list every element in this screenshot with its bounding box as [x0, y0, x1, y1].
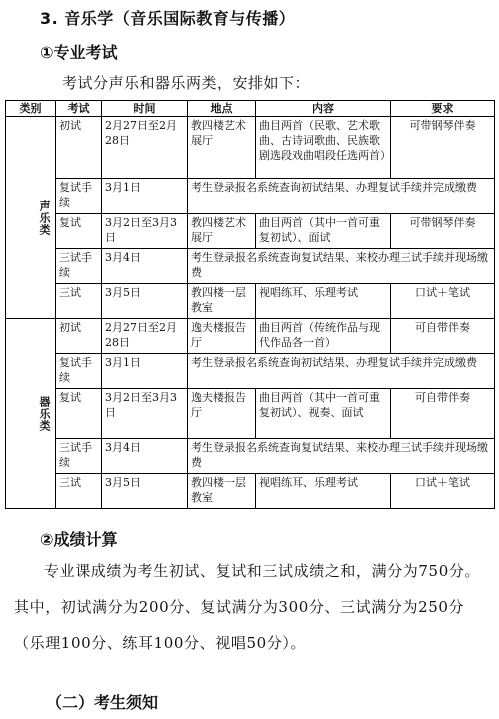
cell-place: 教四楼一层教室: [188, 284, 256, 319]
cell-place: 逸夫楼报告厅: [188, 319, 256, 354]
header-requirement: 要求: [391, 101, 495, 117]
cell-exam: 初试: [56, 319, 102, 354]
table-row: [6, 354, 495, 389]
cell-requirement: 可自带伴奏: [391, 389, 495, 439]
cell-exam: 复试: [56, 214, 102, 249]
cell-requirement: 口试＋笔试: [391, 284, 495, 319]
cell-exam: 三试手续: [56, 249, 102, 284]
table-row: [6, 474, 495, 509]
category-instrumental: 器乐类: [6, 319, 56, 509]
section2-title: （二）考生须知: [46, 693, 159, 712]
cell-content: 曲目两首（其中一首可重复初试）、面试: [256, 214, 391, 249]
category-vocal: 声乐类: [6, 117, 56, 319]
header-content: 内容: [256, 101, 391, 117]
cell-exam: 三试: [56, 474, 102, 509]
subsection-score-title: ②成绩计算: [40, 530, 118, 549]
cell-time: 2月27日至2月28日: [102, 319, 188, 354]
cell-time: 3月4日: [102, 439, 188, 474]
cell-place: 教四楼艺术展厅: [188, 117, 256, 179]
table-row: [6, 319, 495, 354]
cell-exam: 复试手续: [56, 179, 102, 214]
cell-time: 3月5日: [102, 284, 188, 319]
table-header-row: [6, 101, 495, 117]
cell-merged-note: 考生登录报名系统查询复试结果、来校办理三试手续并现场缴费: [188, 249, 495, 284]
cell-time: 2月27日至2月28日: [102, 117, 188, 179]
cell-requirement: 可自带伴奏: [391, 319, 495, 354]
table-row: [6, 249, 495, 284]
header-exam: 考试: [56, 101, 102, 117]
cell-content: 曲目两首（其中一首可重复初试）、视奏、面试: [256, 389, 391, 439]
cell-merged-note: 考生登录报名系统查询初试结果、办理复试手续并完成缴费: [188, 354, 495, 389]
cell-merged-note: 考生登录报名系统查询复试结果、来校办理三试手续并现场缴费: [188, 439, 495, 474]
intro-text: 考试分声乐和器乐两类，安排如下：: [62, 74, 311, 92]
table-row: [6, 284, 495, 319]
cell-content: 视唱练耳、乐理考试: [256, 284, 391, 319]
score-paragraph: [14, 553, 484, 661]
cell-exam: 复试手续: [56, 354, 102, 389]
cell-exam: 复试: [56, 389, 102, 439]
cell-time: 3月4日: [102, 249, 188, 284]
cell-exam: 三试手续: [56, 439, 102, 474]
table-row: [6, 439, 495, 474]
header-category: 类别: [6, 101, 56, 117]
cell-exam: 初试: [56, 117, 102, 179]
table-row: [6, 179, 495, 214]
cell-place: 教四楼艺术展厅: [188, 214, 256, 249]
exam-schedule-table: [5, 100, 495, 509]
cell-content: 曲目两首（传统作品与现代作品各一首）: [256, 319, 391, 354]
cell-content: 视唱练耳、乐理考试: [256, 474, 391, 509]
score-text: 专业课成绩为考生初试、复试和三试成绩之和，满分为750分。其中，初试满分为200分、复试满分为300分、三试满分为250分（乐理100分、练耳100分、视唱50分）。: [14, 562, 481, 652]
cell-place: 教四楼一层教室: [188, 474, 256, 509]
cell-exam: 三试: [56, 284, 102, 319]
table-row: [6, 117, 495, 179]
table-row: [6, 389, 495, 439]
cell-time: 3月2日至3月3日: [102, 214, 188, 249]
header-time: 时间: [102, 101, 188, 117]
cell-requirement: 口试＋笔试: [391, 474, 495, 509]
cell-requirement: 可带钢琴伴奏: [391, 117, 495, 179]
cell-time: 3月5日: [102, 474, 188, 509]
cell-time: 3月1日: [102, 179, 188, 214]
cell-place: 逸夫楼报告厅: [188, 389, 256, 439]
cell-time: 3月2日至3月3日: [102, 389, 188, 439]
subsection-exam-title: ①专业考试: [40, 43, 118, 62]
table-row: [6, 214, 495, 249]
cell-requirement: 可带钢琴伴奏: [391, 214, 495, 249]
cell-content: 曲目两首（民歌、艺术歌曲、古诗词歌曲、民族歌剧选段戏曲唱段任选两首）: [256, 117, 391, 179]
cell-time: 3月1日: [102, 354, 188, 389]
cell-merged-note: 考生登录报名系统查询初试结果、办理复试手续并完成缴费: [188, 179, 495, 214]
section-title: 3. 音乐学（音乐国际教育与传播）: [40, 9, 296, 28]
header-place: 地点: [188, 101, 256, 117]
